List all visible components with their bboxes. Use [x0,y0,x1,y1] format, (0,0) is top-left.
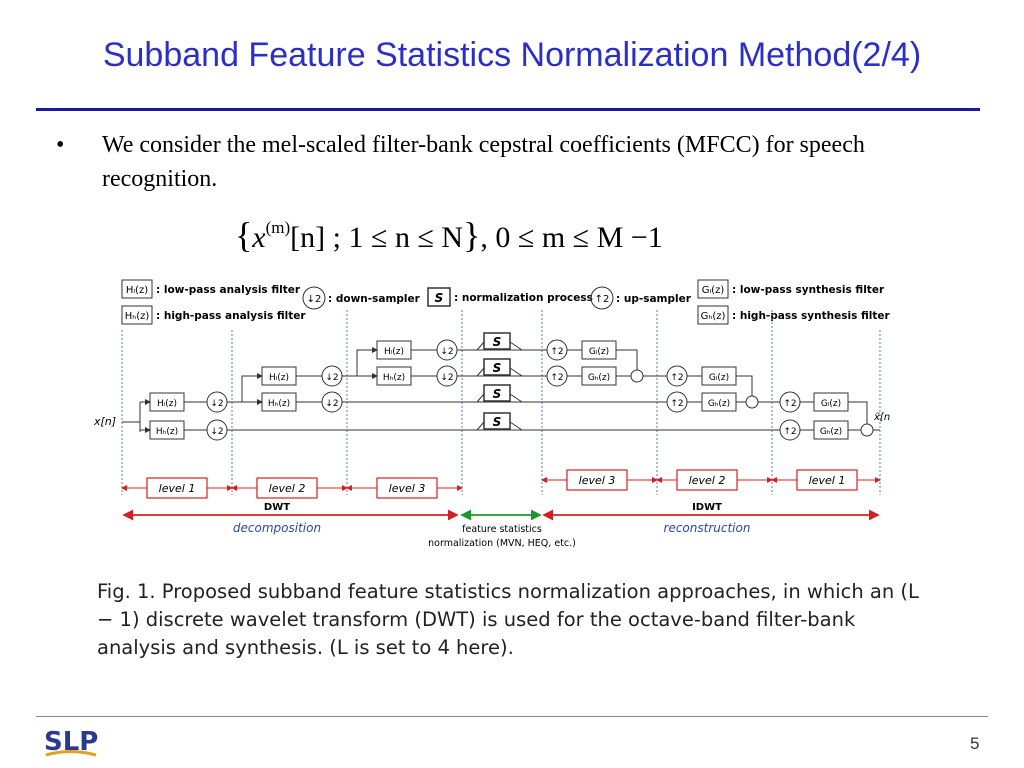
legend-normalization [428,288,593,306]
legend-g-low [698,280,885,298]
svg-text:Gₕ(z): Gₕ(z) [707,399,731,409]
level-label: level 1 [158,482,196,495]
formula-index: [n] [290,221,326,254]
svg-text:: up-sampler: : up-sampler [616,293,691,305]
legend-down-sampler [303,287,421,309]
svg-text:↓2: ↓2 [325,373,339,383]
level-label: level 3 [578,474,616,487]
svg-text:: down-sampler: : down-sampler [328,293,420,305]
legend-h-low [122,280,301,298]
output-label: x̃[n [874,412,891,423]
level-label: level 2 [688,474,726,487]
legend-h-high [122,306,306,324]
svg-text:S: S [492,387,502,401]
level-boxes [147,470,857,498]
input-label: x[n] [94,415,117,428]
mid-label-1: feature statistics [462,524,542,535]
legend-g-high [698,306,890,324]
svg-text:Hₗ(z): Hₗ(z) [268,373,290,383]
svg-text:S: S [492,415,502,429]
svg-text:S: S [434,291,444,305]
figure-caption: Fig. 1. Proposed subband feature statistics normalization approaches, in which an (L − 1) discrete wavelet transform (DWT) is used for the octave-band filter-bank analysis and synthesis. (L is set to 4 here). [97,580,919,659]
page-number: 5 [970,734,980,753]
dwt-block-diagram [92,270,892,570]
idwt-label: IDWT [692,502,722,513]
svg-text:↓2: ↓2 [440,347,454,357]
svg-text:Gₕ(z): Gₕ(z) [700,311,726,322]
dwt-sublabel: decomposition [232,521,322,535]
formula-superscript: (m) [265,218,291,237]
svg-text:: high-pass analysis filter: : high-pass analysis filter [156,310,306,322]
svg-text:↓2: ↓2 [440,373,454,383]
svg-text:Hₕ(z): Hₕ(z) [155,427,179,437]
svg-text:↓2: ↓2 [210,427,224,437]
formula-open-brace: { [235,215,253,255]
svg-text:Gₕ(z): Gₕ(z) [819,427,843,437]
formula-close-brace: } [463,215,481,255]
synthesis-l3 [522,340,643,386]
bullet-marker: • [56,132,65,158]
svg-text:: normalization process: : normalization process [454,292,593,304]
svg-text:↓2: ↓2 [210,399,224,409]
svg-text:↓2: ↓2 [325,399,339,409]
svg-text:Gₕ(z): Gₕ(z) [587,373,611,383]
formula [235,214,663,256]
svg-text:↑2: ↑2 [550,373,564,383]
svg-text:: low-pass synthesis filter: : low-pass synthesis filter [732,284,885,296]
svg-text:↑2: ↑2 [594,294,610,305]
formula-var: x [252,221,266,254]
svg-text:: high-pass synthesis filter: : high-pass synthesis filter [732,310,890,322]
formula-range: , 0 ≤ m ≤ M −1 [480,221,663,254]
svg-text:↑2: ↑2 [550,347,564,357]
svg-text:Hₗ(z): Hₗ(z) [125,285,149,296]
dwt-label: DWT [263,502,291,513]
svg-text:Hₗ(z): Hₗ(z) [156,399,178,409]
svg-text:↑2: ↑2 [783,427,797,437]
svg-text:SLP: SLP [44,727,99,757]
svg-text:↑2: ↑2 [670,399,684,409]
svg-text:: low-pass analysis filter: : low-pass analysis filter [156,284,301,296]
legend-up-sampler [591,287,692,309]
svg-text:S: S [492,335,502,349]
svg-text:Hₕ(z): Hₕ(z) [124,311,150,322]
svg-text:Hₕ(z): Hₕ(z) [267,399,291,409]
footer-divider [36,716,988,717]
level-label: level 2 [268,482,306,495]
svg-text:Gₗ(z): Gₗ(z) [708,373,730,383]
svg-text:↑2: ↑2 [670,373,684,383]
level-label: level 3 [388,482,426,495]
svg-text:S: S [492,361,502,375]
mid-label-2: normalization (MVN, HEQ, etc.) [428,538,576,549]
idwt-sublabel: reconstruction [663,521,751,535]
svg-text:Hₕ(z): Hₕ(z) [382,373,406,383]
svg-text:Gₗ(z): Gₗ(z) [820,399,842,409]
svg-text:Gₗ(z): Gₗ(z) [701,285,725,296]
formula-condition: ; 1 ≤ n ≤ N [325,221,464,254]
svg-text:Gₗ(z): Gₗ(z) [588,347,610,357]
svg-text:↑2: ↑2 [783,399,797,409]
bullet-text: We consider the mel-scaled filter-bank cepstral coefficients (MFCC) for speech recognition. [102,132,865,192]
level-label: level 1 [808,474,846,487]
svg-text:Hₗ(z): Hₗ(z) [383,347,405,357]
slp-logo-icon [40,722,100,762]
title-divider [36,108,980,111]
slide-title: Subband Feature Statistics Normalization Method(2/4) [102,36,922,74]
svg-text:↓2: ↓2 [306,294,322,305]
